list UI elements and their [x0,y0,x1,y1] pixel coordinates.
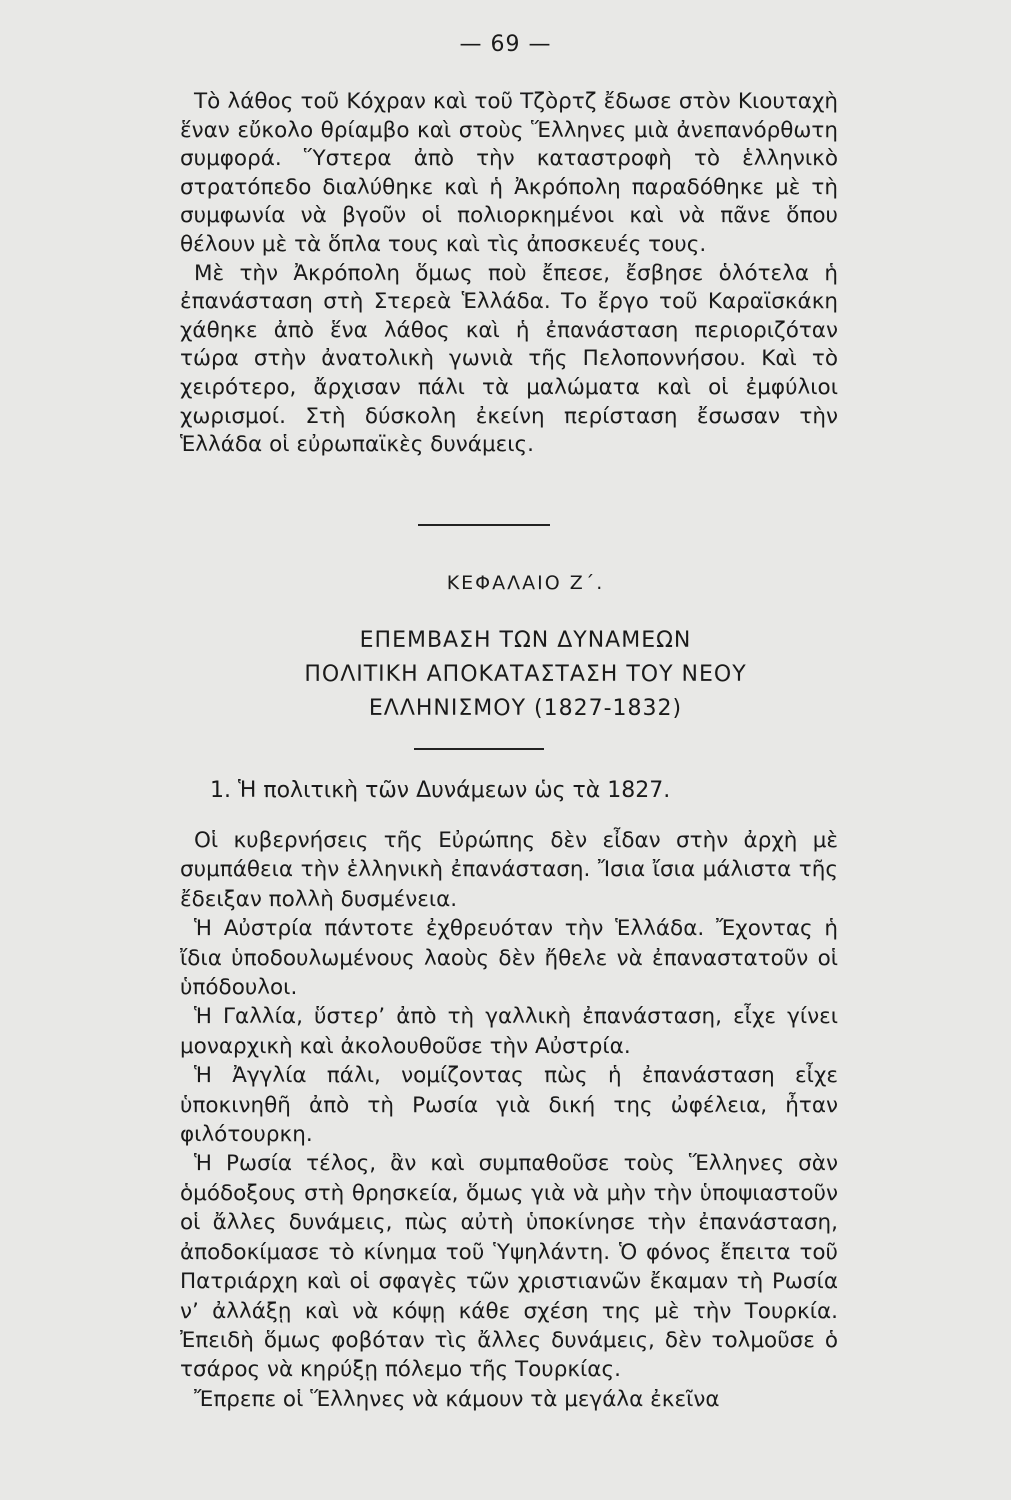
section-paragraph-4: Ἡ Ἀγγλία πάλι, νομίζοντας πὼς ἡ ἐπανάσταση εἶχε ὑποκινηθῆ ἀπὸ τὴ Ρωσία γιὰ δική της ὠφέλεια, ἦταν φιλότουρκη. [180,1063,838,1148]
chapter-label: ΚΕΦΑΛΑΙΟ Ζ΄. [446,572,605,594]
chapter-title-line-2: ΠΟΛΙΤΙΚΗ ΑΠΟΚΑΤΑΣΤΑΣΗ ΤΟΥ ΝΕΟΥ [304,662,747,687]
section-heading: 1. Ἡ πολιτικὴ τῶν Δυνάμεων ὡς τὰ 1827. [210,778,671,803]
section-paragraph-6: Ἔπρεπε οἱ Ἕλληνες νὰ κάμουν τὰ μεγάλα ἐκεῖνα [194,1386,720,1412]
chapter-title [0,624,1011,726]
section-paragraph-2: Ἡ Αὐστρία πάντοτε ἐχθρευόταν τὴν Ἑλλάδα. Ἔχοντας ἡ ἴδια ὑποδουλωμένους λαοὺς δὲν ἤθελε νὰ ἐπαναστατοῦν οἱ ὑπόδουλοι. [180,916,838,1001]
intro-paragraph-1: Τὸ λάθος τοῦ Κόχραν καὶ τοῦ Τζὸρτζ ἔδωσε στὸν Κιουταχὴ ἕναν εὔκολο θρίαμβο καὶ στοὺς Ἕλληνες μιὰ ἀνεπανόρθωτη συμφορά. Ὕστερα ἀπὸ τὴν καταστροφὴ τὸ ἑλληνικὸ στρατόπεδο διαλύθηκε καὶ ἡ Ἀκρόπολη παραδόθηκε μὲ τὴ συμφωνία νὰ βγοῦν οἱ πολιορκημένοι καὶ νὰ πᾶνε ὅπου θέλουν μὲ τὰ ὅπλα τους καὶ τὶς ἀποσκευές τους. [180,89,838,257]
chapter-title-line-3: ΕΛΛΗΝΙΣΜΟΥ (1827-1832) [368,696,683,721]
page-number: — 69 — [459,32,552,57]
chapter-title-line-1: ΕΠΕΜΒΑΣΗ ΤΩΝ ΔΥΝΑΜΕΩΝ [359,628,692,653]
section-paragraph-5: Ἡ Ρωσία τέλος, ἂν καὶ συμπαθοῦσε τοὺς Ἕλληνες σὰν ὁμόδοξους στὴ θρησκεία, ὅμως γιὰ νὰ μὴν τὴν ὑποψιαστοῦν οἱ ἄλλες δυνάμεις, πὼς αὐτὴ ὑποκίνησε τὴν ἐπανάσταση, ἀποδοκίμασε τὸ κίνημα τοῦ Ὑψηλάντη. Ὁ φόνος ἔπειτα τοῦ Πατριάρχη καὶ οἱ σφαγὲς τῶν χριστιανῶν ἔκαμαν τὴ Ρωσία ν’ ἀλλάξῃ καὶ νὰ κόψῃ κάθε σχέση της μὲ τὴν Τουρκία. Ἐπειδὴ ὅμως φοβόταν τὶς ἄλλες δυνάμεις, δὲν τολμοῦσε ὁ τσάρος νὰ κηρύξῃ πόλεμο τῆς Τουρκίας. [180,1151,838,1383]
section-paragraph-3: Ἡ Γαλλία, ὕστερ’ ἀπὸ τὴ γαλλικὴ ἐπανάσταση, εἶχε γίνει μοναρχικὴ καὶ ἀκολουθοῦσε τὴν Αὐστρία. [180,1004,838,1059]
section-text-block [180,826,838,1414]
intro-text-block [180,88,838,460]
divider-bottom [414,748,544,750]
section-paragraph-1: Οἱ κυβερνήσεις τῆς Εὐρώπης δὲν εἶδαν στὴν ἀρχὴ μὲ συμπάθεια τὴν ἑλληνικὴ ἐπανάσταση. Ἴσια ἴσια μάλιστα τῆς ἔδειξαν πολλὴ δυσμένεια. [180,828,838,912]
divider-top [418,524,550,526]
intro-paragraph-2: Μὲ τὴν Ἀκρόπολη ὅμως ποὺ ἔπεσε, ἔσβησε ὁλότελα ἡ ἐπανάσταση στὴ Στερεὰ Ἑλλάδα. Το ἔργο τοῦ Καραϊσκάκη χάθηκε ἀπὸ ἕνα λάθος καὶ ἡ ἐπανάσταση περιοριζόταν τώρα στὴν ἀνατολικὴ γωνιὰ τῆς Πελοποννήσου. Καὶ τὸ χειρότερο, ἄρχισαν πάλι τὰ μαλώματα καὶ οἱ ἐμφύλιοι χωρισμοί. Στὴ δύσκολη ἐκείνη περίσταση ἔσωσαν τὴν Ἑλλάδα οἱ εὐρωπαϊκὲς δυνάμεις. [180,260,838,458]
